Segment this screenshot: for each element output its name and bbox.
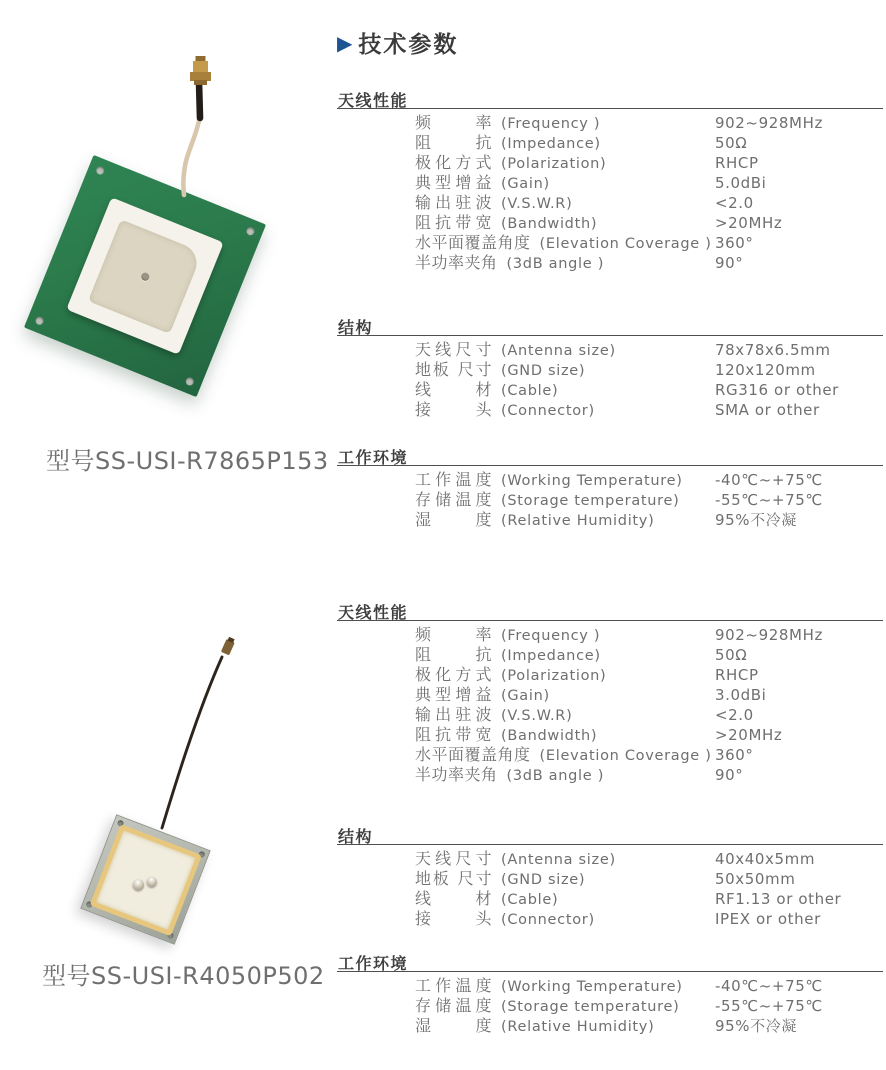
spec-label-zh: 湿 度 (415, 1016, 492, 1035)
spec-label-zh: 半功率夹角 (415, 253, 498, 272)
antenna-green-board (24, 155, 266, 397)
spec-label-en: (Antenna size) (501, 343, 616, 359)
spec-section-structure-1 (337, 315, 883, 420)
spec-label-en: (Storage temperature) (501, 493, 680, 509)
spec-label-zh: 天线尺寸 (415, 340, 492, 359)
spec-value: 360° (715, 746, 754, 764)
spec-label-zh: 阻抗带宽 (415, 213, 492, 232)
spec-value: -40℃~+75℃ (715, 977, 823, 995)
spec-label-en: (Connector) (501, 912, 595, 928)
spec-row (337, 996, 883, 1016)
spec-value: 50Ω (715, 646, 748, 664)
spec-label-zh: 典型增益 (415, 173, 492, 192)
spec-row (337, 625, 883, 645)
antenna-radiator (88, 219, 203, 334)
spec-row (337, 745, 883, 765)
spec-label-en: (Gain) (501, 688, 550, 704)
spec-label-zh: 工作温度 (415, 470, 492, 489)
spec-label-zh: 接 头 (415, 400, 492, 419)
spec-label-en: (GND size) (501, 363, 586, 379)
spec-value: 95%不冷凝 (715, 511, 797, 529)
section-title: 天线性能 (337, 600, 883, 621)
spec-label-zh: 地板 尺寸 (415, 869, 492, 888)
section-title: 结构 (337, 824, 883, 845)
spec-value: -55℃~+75℃ (715, 491, 823, 509)
spec-row (337, 490, 883, 510)
spec-label-en: (GND size) (501, 872, 586, 888)
spec-row (337, 849, 883, 869)
spec-label-zh: 接 头 (415, 909, 492, 928)
spec-label-zh: 线 材 (415, 889, 492, 908)
spec-value: SMA or other (715, 401, 820, 419)
spec-row (337, 645, 883, 665)
heatshrink-sleeve (199, 82, 200, 118)
spec-label-en: (Antenna size) (501, 852, 616, 868)
spec-label-zh: 极化方式 (415, 153, 492, 172)
spec-value: <2.0 (715, 194, 754, 212)
spec-label-zh: 极化方式 (415, 665, 492, 684)
spec-value: 40x40x5mm (715, 850, 816, 868)
ipex-connector-icon (221, 636, 236, 655)
solder-bump-icon (131, 877, 145, 891)
product-model-caption: 型号SS-USI-R4050P502 (42, 962, 325, 990)
spec-value: 90° (715, 766, 744, 784)
spec-value: -40℃~+75℃ (715, 471, 823, 489)
spec-value: 902~928MHz (715, 626, 823, 644)
spec-row (337, 233, 883, 253)
spec-label-en: (Polarization) (501, 668, 607, 684)
spec-label-zh: 输出驻波 (415, 193, 492, 212)
spec-label-en: (3dB angle ) (506, 768, 605, 784)
spec-value: 50x50mm (715, 870, 796, 888)
screw-icon (95, 165, 105, 175)
section-title: 结构 (337, 315, 883, 336)
spec-value: RF1.13 or other (715, 890, 842, 908)
spec-label-en: (Frequency ) (501, 628, 601, 644)
spec-row (337, 976, 883, 996)
spec-label-en: (Impedance) (501, 648, 601, 664)
spec-label-en: (Impedance) (501, 136, 601, 152)
coax-cable (183, 116, 200, 195)
spec-row (337, 113, 883, 133)
spec-value: RHCP (715, 666, 759, 684)
coax-cable (162, 657, 222, 828)
spec-label-en: (Relative Humidity) (501, 1019, 655, 1035)
spec-value: 5.0dBi (715, 174, 767, 192)
spec-value: 95%不冷凝 (715, 1017, 797, 1035)
feed-point-icon (140, 271, 150, 281)
screw-icon (245, 226, 255, 236)
spec-label-en: (Elevation Coverage ) (539, 236, 712, 252)
spec-label-en: (Gain) (501, 176, 550, 192)
spec-value: RHCP (715, 154, 759, 172)
spec-rows (337, 109, 883, 273)
spec-row (337, 685, 883, 705)
spec-rows (337, 466, 883, 530)
spec-label-en: (Storage temperature) (501, 999, 680, 1015)
spec-value: <2.0 (715, 706, 754, 724)
spec-label-en: (Relative Humidity) (501, 513, 655, 529)
spec-value: IPEX or other (715, 910, 821, 928)
spec-value: 360° (715, 234, 754, 252)
spec-label-zh: 存储温度 (415, 996, 492, 1015)
antenna-ceramic-patch (89, 823, 201, 935)
spec-section-environment-1 (337, 445, 883, 530)
spec-label-zh: 线 材 (415, 380, 492, 399)
page-header (337, 26, 458, 59)
spec-row (337, 340, 883, 360)
spec-row (337, 400, 883, 420)
spec-value: 50Ω (715, 134, 748, 152)
antenna-gray-plate (80, 814, 210, 944)
spec-label-en: (Cable) (501, 892, 559, 908)
section-title: 工作环境 (337, 951, 883, 972)
spec-label-zh: 存储温度 (415, 490, 492, 509)
spec-value: >20MHz (715, 726, 783, 744)
spec-label-en: (Working Temperature) (501, 473, 683, 489)
product-model-caption: 型号SS-USI-R7865P153 (46, 447, 329, 475)
spec-section-environment-2 (337, 951, 883, 1036)
spec-value: 90° (715, 254, 744, 272)
spec-label-en: (Elevation Coverage ) (539, 748, 712, 764)
spec-row (337, 705, 883, 725)
screw-icon (34, 316, 44, 326)
spec-value: -55℃~+75℃ (715, 997, 823, 1015)
spec-label-en: (Bandwidth) (501, 728, 598, 744)
spec-section-performance-2 (337, 600, 883, 785)
spec-row (337, 153, 883, 173)
spec-value: 3.0dBi (715, 686, 767, 704)
page-title: 技术参数 (358, 32, 459, 58)
section-title: 天线性能 (337, 88, 883, 109)
spec-row (337, 665, 883, 685)
spec-row (337, 1016, 883, 1036)
spec-row (337, 173, 883, 193)
spec-label-en: (V.S.W.R) (501, 708, 573, 724)
spec-row (337, 133, 883, 153)
antenna-ceramic-patch (66, 197, 224, 355)
spec-label-zh: 频 率 (415, 113, 492, 132)
play-arrow-icon: ▶ (337, 30, 353, 55)
spec-value: >20MHz (715, 214, 783, 232)
spec-label-en: (Cable) (501, 383, 559, 399)
spec-section-structure-2 (337, 824, 883, 929)
spec-label-zh: 阻 抗 (415, 133, 492, 152)
section-title: 工作环境 (337, 445, 883, 466)
spec-column (337, 0, 883, 1070)
spec-value: 902~928MHz (715, 114, 823, 132)
spec-label-zh: 水平面覆盖角度 (415, 233, 531, 252)
spec-label-zh: 阻抗带宽 (415, 725, 492, 744)
spec-rows (337, 845, 883, 929)
spec-label-zh: 输出驻波 (415, 705, 492, 724)
spec-label-en: (Working Temperature) (501, 979, 683, 995)
spec-row (337, 869, 883, 889)
spec-label-en: (Polarization) (501, 156, 607, 172)
sma-connector-icon (190, 56, 211, 85)
spec-row (337, 470, 883, 490)
solder-bump-icon (145, 875, 158, 888)
spec-row (337, 889, 883, 909)
spec-label-zh: 阻 抗 (415, 645, 492, 664)
screw-icon (185, 376, 195, 386)
spec-label-zh: 水平面覆盖角度 (415, 745, 531, 764)
spec-label-en: (Frequency ) (501, 116, 601, 132)
spec-label-zh: 天线尺寸 (415, 849, 492, 868)
spec-row (337, 193, 883, 213)
spec-section-performance-1 (337, 88, 883, 273)
spec-row (337, 765, 883, 785)
spec-row (337, 909, 883, 929)
spec-value: RG316 or other (715, 381, 839, 399)
spec-row (337, 510, 883, 530)
spec-label-zh: 地板 尺寸 (415, 360, 492, 379)
spec-rows (337, 336, 883, 420)
spec-label-en: (Connector) (501, 403, 595, 419)
spec-label-zh: 半功率夹角 (415, 765, 498, 784)
spec-value: 78x78x6.5mm (715, 341, 831, 359)
spec-label-en: (V.S.W.R) (501, 196, 573, 212)
spec-label-en: (Bandwidth) (501, 216, 598, 232)
spec-row (337, 725, 883, 745)
spec-row (337, 360, 883, 380)
spec-label-en: (3dB angle ) (506, 256, 605, 272)
spec-row (337, 380, 883, 400)
spec-label-zh: 湿 度 (415, 510, 492, 529)
spec-label-zh: 工作温度 (415, 976, 492, 995)
spec-value: 120x120mm (715, 361, 816, 379)
spec-label-zh: 频 率 (415, 625, 492, 644)
spec-rows (337, 972, 883, 1036)
product-photo-green-pcb-antenna (0, 0, 340, 470)
spec-row (337, 253, 883, 273)
spec-row (337, 213, 883, 233)
spec-rows (337, 621, 883, 785)
spec-label-zh: 典型增益 (415, 685, 492, 704)
